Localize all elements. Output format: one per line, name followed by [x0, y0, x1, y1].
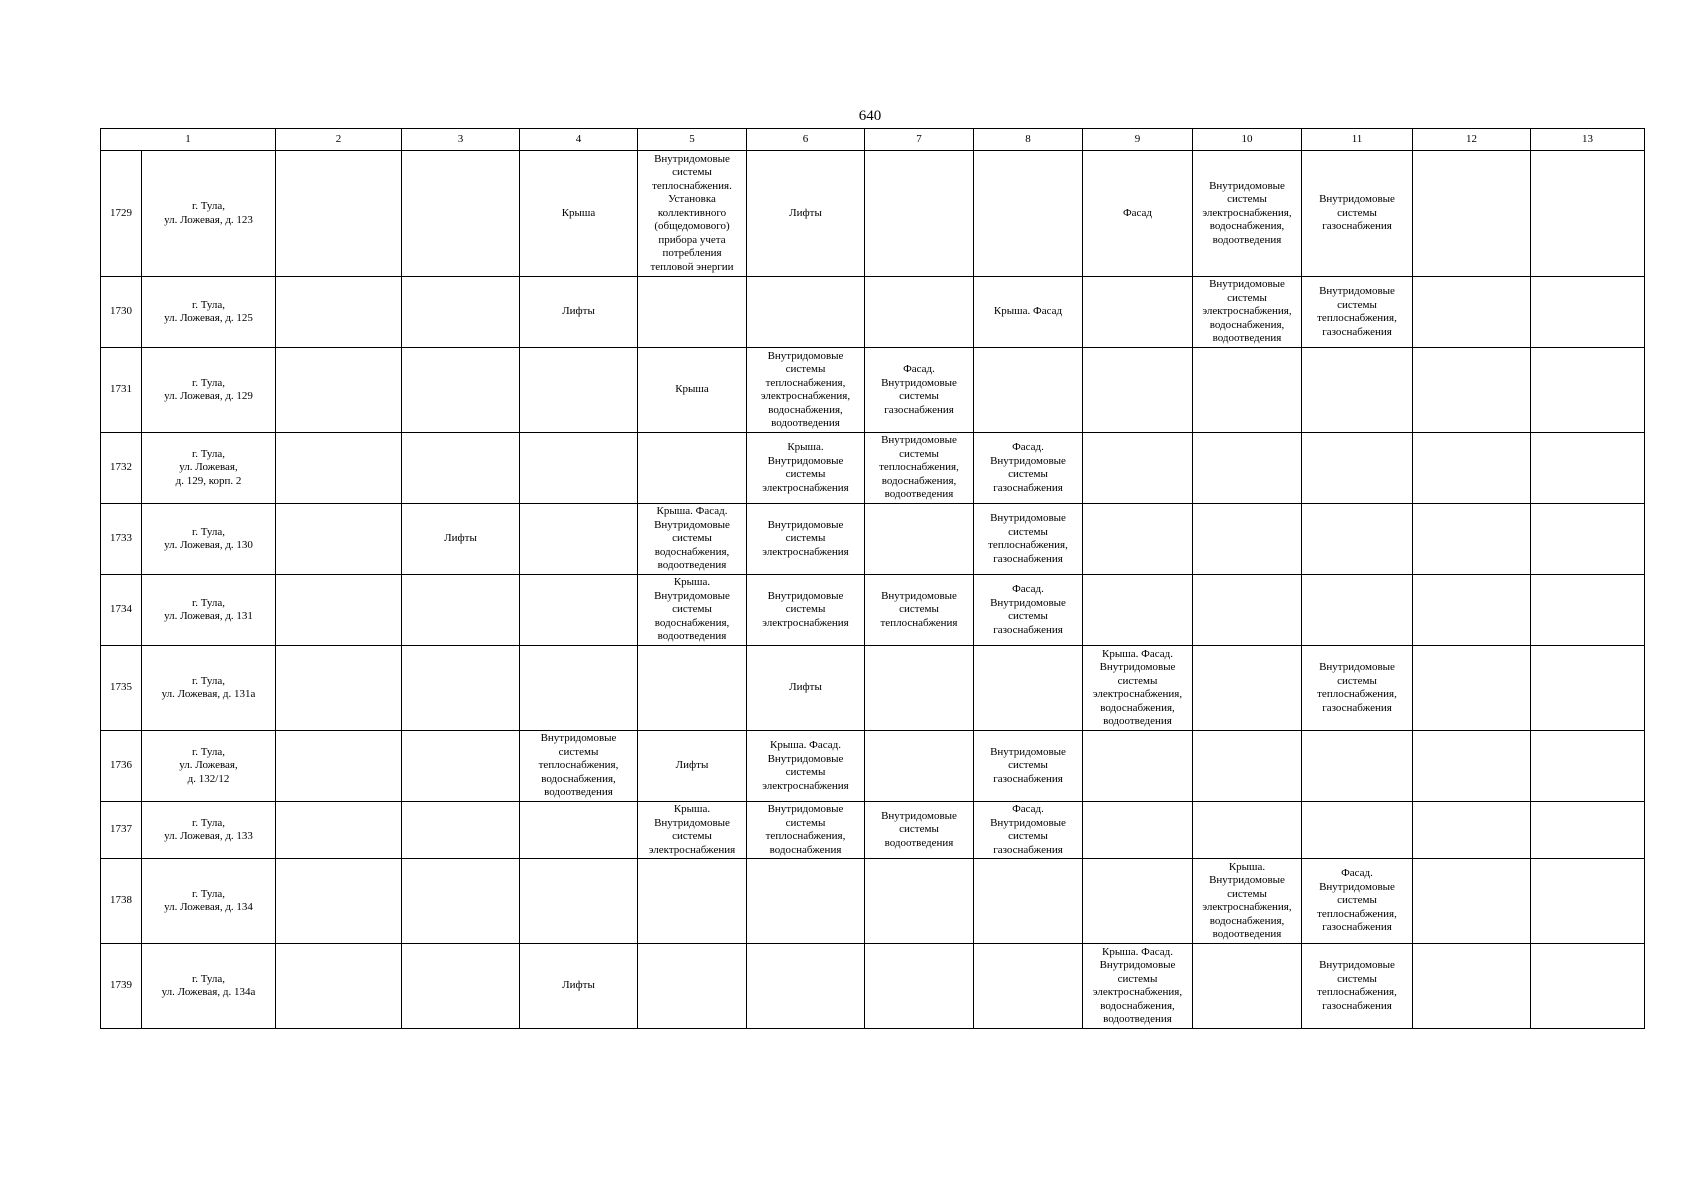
work-cell-col-2 — [276, 277, 402, 348]
work-cell-col-8 — [974, 151, 1083, 277]
work-cell-col-8: Фасад. Внутридомовые системы газоснабжения — [974, 433, 1083, 504]
work-cell-col-6 — [747, 944, 865, 1029]
work-cell-col-12 — [1413, 944, 1531, 1029]
table-row — [101, 731, 1645, 802]
column-number: 10 — [1193, 129, 1302, 151]
work-cell-col-10 — [1193, 646, 1302, 731]
table-row — [101, 859, 1645, 944]
work-cell-col-3 — [402, 277, 520, 348]
row-number: 1735 — [101, 646, 142, 731]
row-number: 1729 — [101, 151, 142, 277]
work-cell-col-5: Лифты — [638, 731, 747, 802]
work-cell-col-4 — [520, 504, 638, 575]
work-cell-col-4: Лифты — [520, 944, 638, 1029]
address-cell: г. Тула, ул. Ложевая, д. 131а — [142, 646, 276, 731]
column-number: 7 — [865, 129, 974, 151]
work-cell-col-9: Фасад — [1083, 151, 1193, 277]
work-cell-col-13 — [1531, 802, 1645, 859]
work-cell-col-7 — [865, 731, 974, 802]
work-cell-col-6: Крыша. Внутридомовые системы электроснабжения — [747, 433, 865, 504]
work-cell-col-12 — [1413, 731, 1531, 802]
work-cell-col-12 — [1413, 348, 1531, 433]
work-cell-col-10 — [1193, 504, 1302, 575]
work-cell-col-10 — [1193, 575, 1302, 646]
address-cell: г. Тула, ул. Ложевая, д. 134а — [142, 944, 276, 1029]
work-cell-col-2 — [276, 731, 402, 802]
work-cell-col-10: Крыша. Внутридомовые системы электроснабжения, водоснабжения, водоотведения — [1193, 859, 1302, 944]
address-cell: г. Тула, ул. Ложевая, д. 130 — [142, 504, 276, 575]
work-cell-col-3 — [402, 802, 520, 859]
row-number: 1733 — [101, 504, 142, 575]
work-cell-col-10: Внутридомовые системы электроснабжения, водоснабжения, водоотведения — [1193, 277, 1302, 348]
work-cell-col-12 — [1413, 504, 1531, 575]
work-cell-col-11 — [1302, 504, 1413, 575]
work-cell-col-9 — [1083, 504, 1193, 575]
work-cell-col-7 — [865, 504, 974, 575]
work-cell-col-12 — [1413, 151, 1531, 277]
table-row — [101, 504, 1645, 575]
work-cell-col-3 — [402, 433, 520, 504]
work-cell-col-6: Лифты — [747, 646, 865, 731]
work-cell-col-4 — [520, 802, 638, 859]
work-cell-col-9 — [1083, 859, 1193, 944]
address-cell: г. Тула, ул. Ложевая, д. 125 — [142, 277, 276, 348]
column-number: 8 — [974, 129, 1083, 151]
work-cell-col-10: Внутридомовые системы электроснабжения, водоснабжения, водоотведения — [1193, 151, 1302, 277]
column-number: 2 — [276, 129, 402, 151]
work-cell-col-3 — [402, 151, 520, 277]
work-cell-col-4 — [520, 646, 638, 731]
work-cell-col-11 — [1302, 731, 1413, 802]
row-number: 1739 — [101, 944, 142, 1029]
work-cell-col-2 — [276, 575, 402, 646]
work-cell-col-5 — [638, 859, 747, 944]
row-number: 1731 — [101, 348, 142, 433]
work-cell-col-11 — [1302, 348, 1413, 433]
work-cell-col-2 — [276, 944, 402, 1029]
work-cell-col-7 — [865, 859, 974, 944]
column-number: 12 — [1413, 129, 1531, 151]
work-cell-col-3 — [402, 348, 520, 433]
column-number: 9 — [1083, 129, 1193, 151]
work-cell-col-12 — [1413, 802, 1531, 859]
work-cell-col-13 — [1531, 575, 1645, 646]
work-cell-col-7 — [865, 151, 974, 277]
work-cell-col-13 — [1531, 277, 1645, 348]
work-cell-col-8: Фасад. Внутридомовые системы газоснабжения — [974, 802, 1083, 859]
work-cell-col-5 — [638, 646, 747, 731]
work-cell-col-8: Крыша. Фасад — [974, 277, 1083, 348]
work-cell-col-12 — [1413, 646, 1531, 731]
work-cell-col-6: Крыша. Фасад. Внутридомовые системы электроснабжения — [747, 731, 865, 802]
work-cell-col-6 — [747, 277, 865, 348]
work-cell-col-9: Крыша. Фасад. Внутридомовые системы электроснабжения, водоснабжения, водоотведения — [1083, 944, 1193, 1029]
work-cell-col-10 — [1193, 802, 1302, 859]
table-row — [101, 802, 1645, 859]
work-cell-col-11 — [1302, 802, 1413, 859]
work-cell-col-2 — [276, 504, 402, 575]
work-cell-col-8 — [974, 859, 1083, 944]
work-cell-col-11: Фасад. Внутридомовые системы теплоснабжения, газоснабжения — [1302, 859, 1413, 944]
address-cell: г. Тула, ул. Ложевая, д. 129 — [142, 348, 276, 433]
work-cell-col-7: Внутридомовые системы теплоснабжения — [865, 575, 974, 646]
work-cell-col-3 — [402, 646, 520, 731]
work-cell-col-2 — [276, 151, 402, 277]
work-cell-col-11: Внутридомовые системы газоснабжения — [1302, 151, 1413, 277]
work-cell-col-5: Крыша — [638, 348, 747, 433]
work-cell-col-9: Крыша. Фасад. Внутридомовые системы электроснабжения, водоснабжения, водоотведения — [1083, 646, 1193, 731]
work-cell-col-5: Крыша. Внутридомовые системы электроснабжения — [638, 802, 747, 859]
table-row — [101, 277, 1645, 348]
row-number: 1736 — [101, 731, 142, 802]
work-cell-col-11: Внутридомовые системы теплоснабжения, газоснабжения — [1302, 277, 1413, 348]
work-cell-col-11 — [1302, 575, 1413, 646]
work-cell-col-8 — [974, 646, 1083, 731]
work-cell-col-6: Внутридомовые системы электроснабжения — [747, 575, 865, 646]
work-cell-col-2 — [276, 859, 402, 944]
work-cell-col-9 — [1083, 348, 1193, 433]
repair-schedule-table — [100, 128, 1645, 1029]
address-cell: г. Тула, ул. Ложевая, д. 132/12 — [142, 731, 276, 802]
work-cell-col-6: Внутридомовые системы электроснабжения — [747, 504, 865, 575]
row-number: 1730 — [101, 277, 142, 348]
work-cell-col-13 — [1531, 646, 1645, 731]
work-cell-col-12 — [1413, 859, 1531, 944]
column-number: 4 — [520, 129, 638, 151]
work-cell-col-4 — [520, 433, 638, 504]
address-cell: г. Тула, ул. Ложевая, д. 133 — [142, 802, 276, 859]
work-cell-col-11 — [1302, 433, 1413, 504]
work-cell-col-7: Внутридомовые системы теплоснабжения, водоснабжения, водоотведения — [865, 433, 974, 504]
work-cell-col-5 — [638, 277, 747, 348]
work-cell-col-4 — [520, 859, 638, 944]
address-cell: г. Тула, ул. Ложевая, д. 123 — [142, 151, 276, 277]
work-cell-col-3 — [402, 575, 520, 646]
column-number: 3 — [402, 129, 520, 151]
work-cell-col-8: Внутридомовые системы газоснабжения — [974, 731, 1083, 802]
work-cell-col-3 — [402, 731, 520, 802]
work-cell-col-5 — [638, 944, 747, 1029]
work-cell-col-7: Внутридомовые системы водоотведения — [865, 802, 974, 859]
work-cell-col-5: Крыша. Внутридомовые системы водоснабжения, водоотведения — [638, 575, 747, 646]
work-cell-col-11: Внутридомовые системы теплоснабжения, газоснабжения — [1302, 646, 1413, 731]
work-cell-col-4: Внутридомовые системы теплоснабжения, водоснабжения, водоотведения — [520, 731, 638, 802]
column-number: 1 — [101, 129, 276, 151]
work-cell-col-4 — [520, 348, 638, 433]
work-cell-col-11: Внутридомовые системы теплоснабжения, газоснабжения — [1302, 944, 1413, 1029]
work-cell-col-8: Внутридомовые системы теплоснабжения, газоснабжения — [974, 504, 1083, 575]
column-number: 6 — [747, 129, 865, 151]
work-cell-col-9 — [1083, 575, 1193, 646]
work-cell-col-13 — [1531, 731, 1645, 802]
table-row — [101, 944, 1645, 1029]
work-cell-col-4: Крыша — [520, 151, 638, 277]
work-cell-col-13 — [1531, 859, 1645, 944]
work-cell-col-7 — [865, 646, 974, 731]
work-cell-col-13 — [1531, 944, 1645, 1029]
work-cell-col-2 — [276, 348, 402, 433]
column-number: 5 — [638, 129, 747, 151]
work-cell-col-2 — [276, 802, 402, 859]
work-cell-col-6 — [747, 859, 865, 944]
work-cell-col-3 — [402, 944, 520, 1029]
address-cell: г. Тула, ул. Ложевая, д. 129, корп. 2 — [142, 433, 276, 504]
work-cell-col-9 — [1083, 277, 1193, 348]
table-row — [101, 433, 1645, 504]
table-row — [101, 348, 1645, 433]
work-cell-col-3 — [402, 859, 520, 944]
address-cell: г. Тула, ул. Ложевая, д. 131 — [142, 575, 276, 646]
column-number-row — [101, 129, 1645, 151]
row-number: 1732 — [101, 433, 142, 504]
work-cell-col-7 — [865, 277, 974, 348]
work-cell-col-8 — [974, 944, 1083, 1029]
work-cell-col-13 — [1531, 348, 1645, 433]
work-cell-col-13 — [1531, 504, 1645, 575]
work-cell-col-10 — [1193, 731, 1302, 802]
work-cell-col-10 — [1193, 944, 1302, 1029]
work-cell-col-9 — [1083, 731, 1193, 802]
address-cell: г. Тула, ул. Ложевая, д. 134 — [142, 859, 276, 944]
work-cell-col-4: Лифты — [520, 277, 638, 348]
table-row — [101, 646, 1645, 731]
work-cell-col-2 — [276, 646, 402, 731]
work-cell-col-5: Крыша. Фасад. Внутридомовые системы водоснабжения, водоотведения — [638, 504, 747, 575]
row-number: 1738 — [101, 859, 142, 944]
work-cell-col-5 — [638, 433, 747, 504]
work-cell-col-12 — [1413, 277, 1531, 348]
work-cell-col-9 — [1083, 433, 1193, 504]
work-cell-col-6: Внутридомовые системы теплоснабжения, электроснабжения, водоснабжения, водоотведения — [747, 348, 865, 433]
work-cell-col-5: Внутридомовые системы теплоснабжения. Установка коллективного (общедомового) прибора учета потребления тепловой энергии — [638, 151, 747, 277]
work-cell-col-9 — [1083, 802, 1193, 859]
work-cell-col-7: Фасад. Внутридомовые системы газоснабжения — [865, 348, 974, 433]
table-row — [101, 575, 1645, 646]
work-cell-col-12 — [1413, 575, 1531, 646]
row-number: 1737 — [101, 802, 142, 859]
work-cell-col-10 — [1193, 433, 1302, 504]
work-cell-col-7 — [865, 944, 974, 1029]
work-cell-col-12 — [1413, 433, 1531, 504]
column-number: 11 — [1302, 129, 1413, 151]
work-cell-col-6: Лифты — [747, 151, 865, 277]
work-cell-col-13 — [1531, 151, 1645, 277]
work-cell-col-4 — [520, 575, 638, 646]
work-cell-col-3: Лифты — [402, 504, 520, 575]
work-cell-col-10 — [1193, 348, 1302, 433]
table-row — [101, 151, 1645, 277]
work-cell-col-8 — [974, 348, 1083, 433]
work-cell-col-6: Внутридомовые системы теплоснабжения, водоснабжения — [747, 802, 865, 859]
work-cell-col-8: Фасад. Внутридомовые системы газоснабжения — [974, 575, 1083, 646]
work-cell-col-13 — [1531, 433, 1645, 504]
row-number: 1734 — [101, 575, 142, 646]
page-number: 640 — [858, 108, 882, 124]
work-cell-col-2 — [276, 433, 402, 504]
column-number: 13 — [1531, 129, 1645, 151]
